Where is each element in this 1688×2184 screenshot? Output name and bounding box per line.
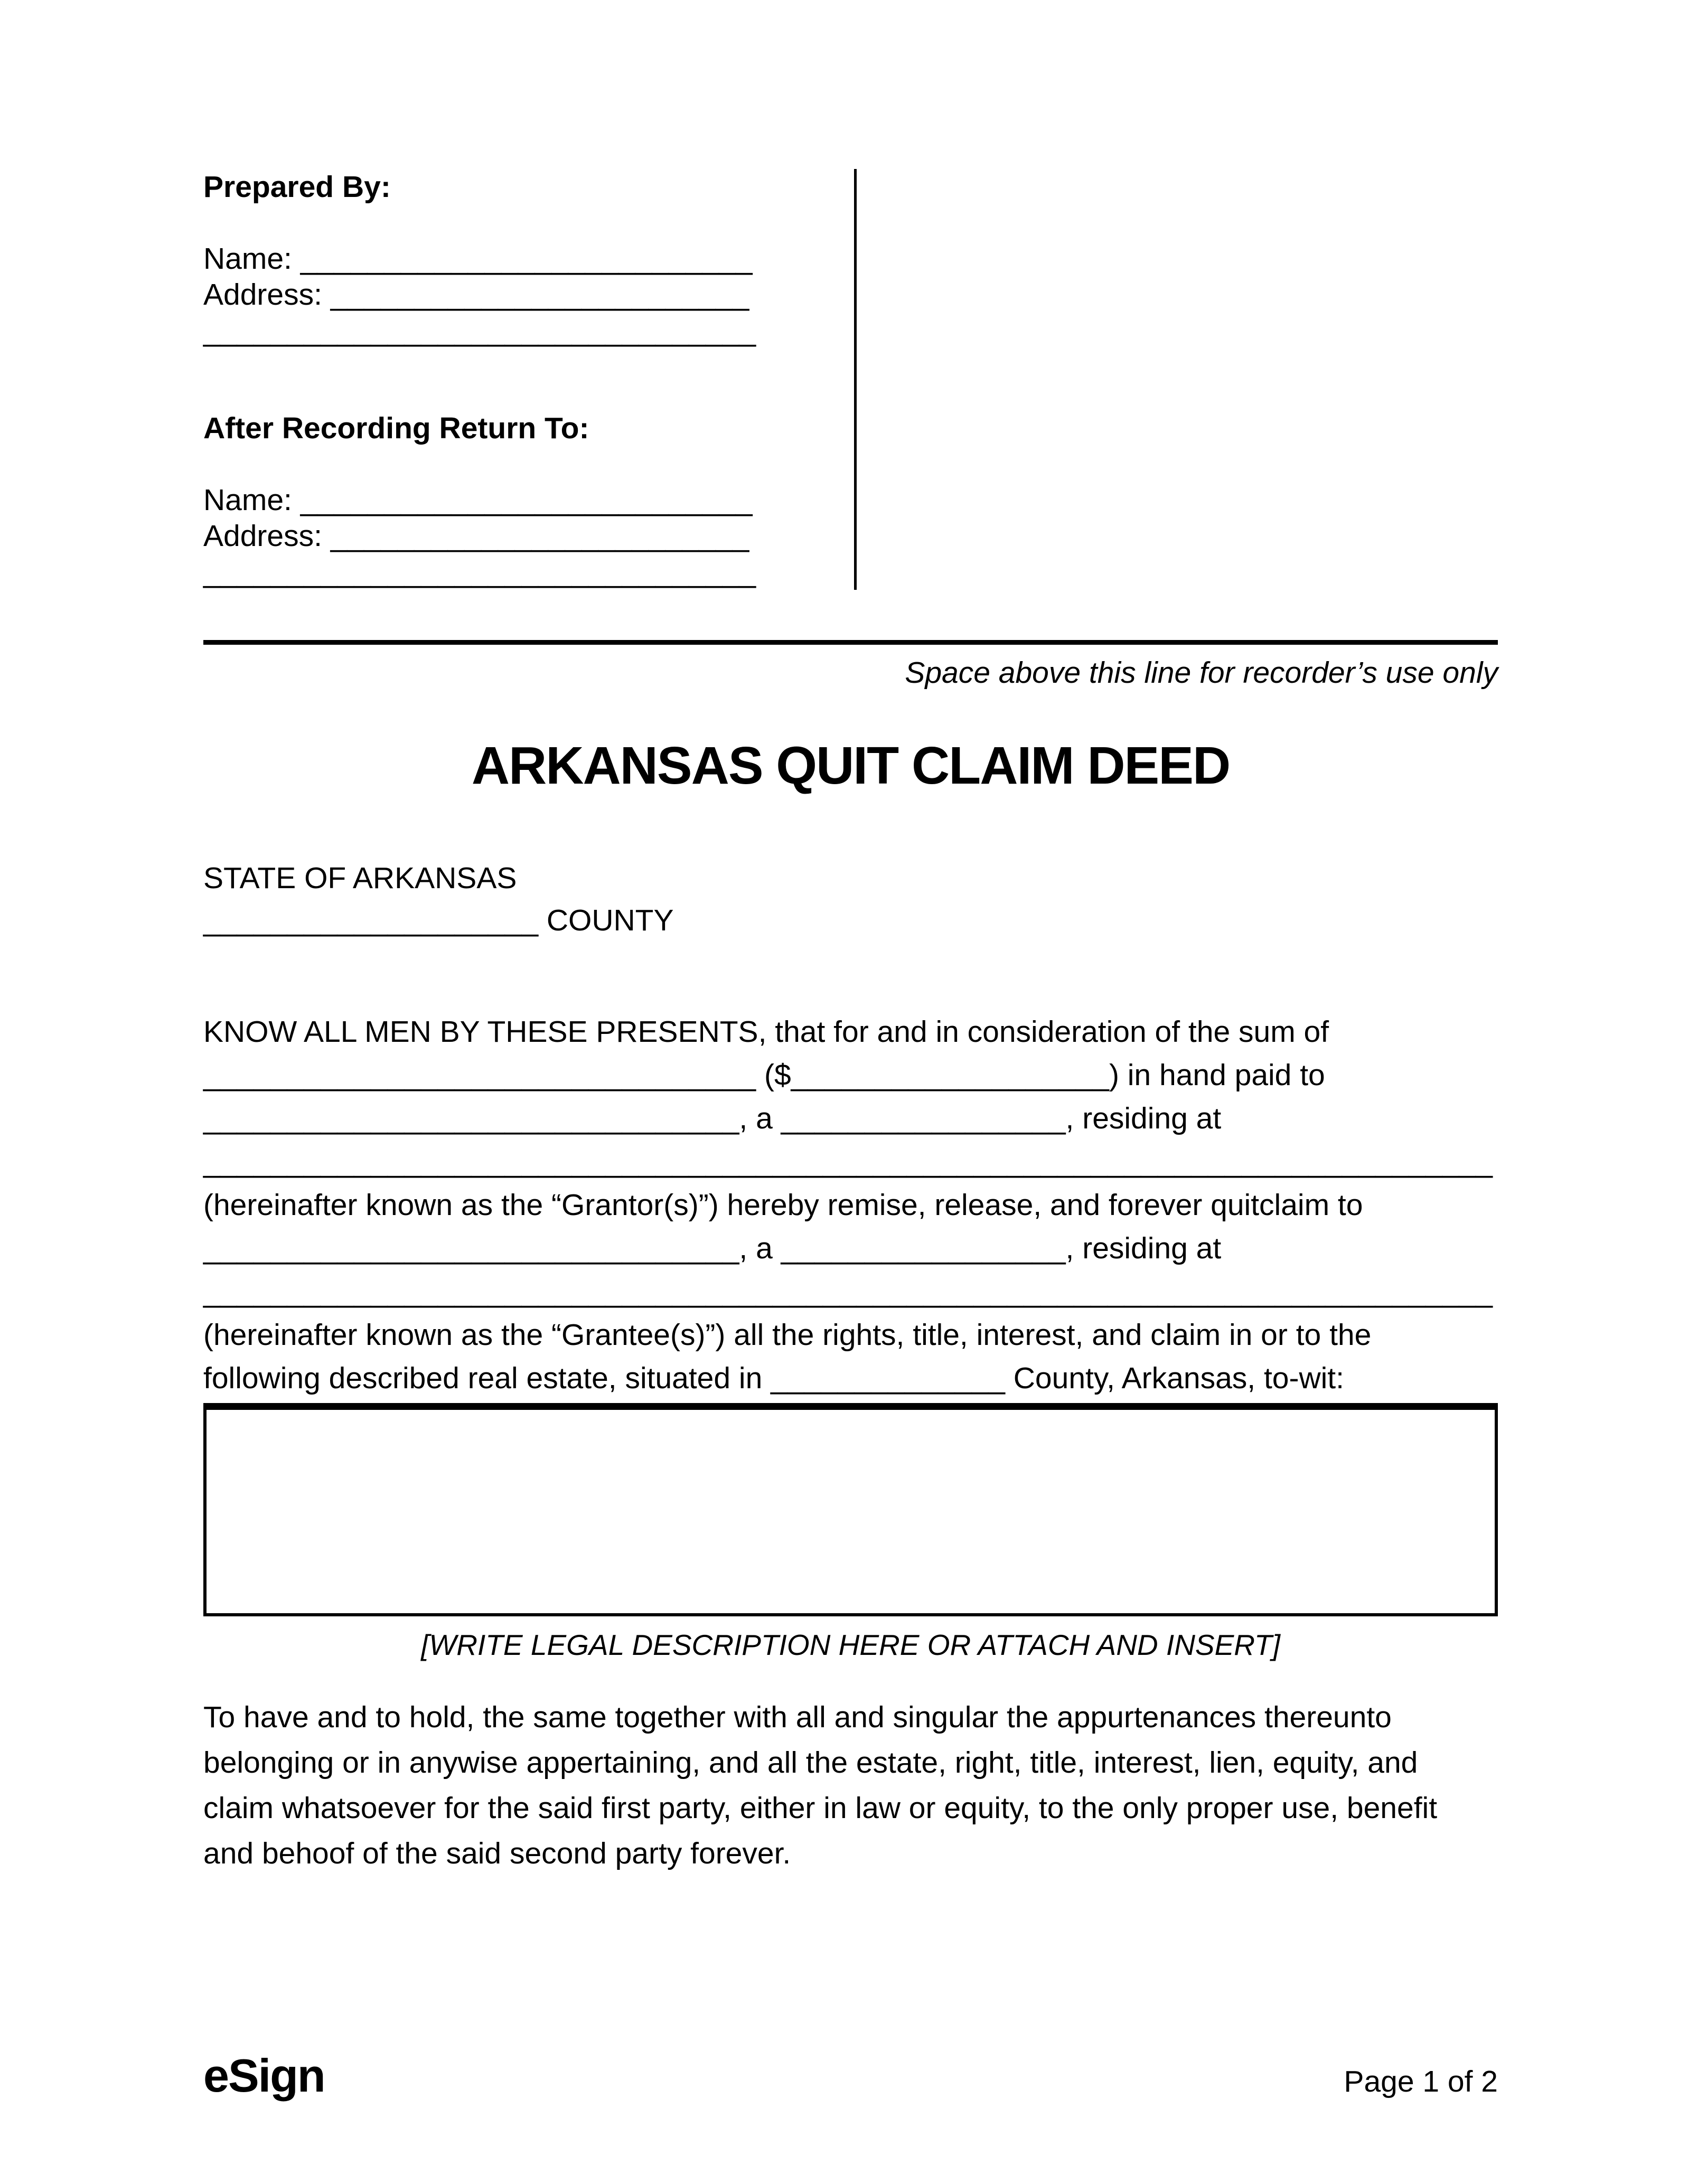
recorder-use-note: Space above this line for recorder’s use only: [905, 656, 1498, 690]
prepared-by-name-line: Name: ___________________________: [203, 242, 753, 276]
legal-description-box: [203, 1403, 1498, 1616]
habendum-clause: [203, 1695, 1498, 1876]
body-line-7: _____________________________________________________________________________: [203, 1275, 1493, 1308]
body-line-9: following described real estate, situated in ______________ County, Arkansas, to-wit:: [203, 1361, 1344, 1395]
habendum-line-4: and behoof of the said second party forever.: [203, 1837, 791, 1870]
spacer: [203, 349, 854, 410]
esign-logo: eSign: [203, 2049, 325, 2102]
recording-info-column: [203, 169, 854, 590]
recorder-header: [203, 169, 1498, 645]
document-title: ARKANSAS QUIT CLAIM DEED: [471, 736, 1230, 795]
prepared-by-address-line-2: _________________________________: [203, 314, 756, 347]
return-to-address-line-2: _________________________________: [203, 555, 756, 589]
spacer: [203, 205, 854, 241]
habendum-line-2: belonging or in anywise appertaining, and all the estate, right, title, interest, lien, equity, and: [203, 1746, 1418, 1780]
body-line-2: _________________________________ ($___________________) in hand paid to: [203, 1058, 1325, 1092]
state-line: STATE OF ARKANSAS: [203, 861, 517, 895]
page-footer: [203, 2049, 1498, 2103]
state-county-block: [203, 857, 1498, 942]
spacer: [203, 446, 854, 482]
page-number: Page 1 of 2: [1344, 2065, 1498, 2098]
body-line-4: _____________________________________________________________________________: [203, 1145, 1493, 1179]
body-line-3: ________________________________, a _________________, residing at: [203, 1102, 1222, 1135]
prepared-by-address-line: Address: _________________________: [203, 278, 749, 312]
prepared-by-heading: Prepared By:: [203, 170, 391, 204]
return-to-heading: After Recording Return To:: [203, 411, 589, 445]
habendum-line-3: claim whatsoever for the said first party, either in law or equity, to the only proper use, benefit: [203, 1791, 1438, 1825]
body-line-8: (hereinafter known as the “Grantee(s)”) all the rights, title, interest, and claim in or to the: [203, 1318, 1372, 1352]
legal-description-caption: [WRITE LEGAL DESCRIPTION HERE OR ATTACH AND INSERT]: [421, 1628, 1280, 1661]
body-line-5: (hereinafter known as the “Grantor(s)”) hereby remise, release, and forever quitclaim to: [203, 1188, 1363, 1222]
body-line-1: KNOW ALL MEN BY THESE PRESENTS, that for and in consideration of the sum of: [203, 1015, 1329, 1049]
body-line-6: ________________________________, a _________________, residing at: [203, 1231, 1222, 1265]
county-line: ____________________ COUNTY: [203, 903, 674, 937]
return-to-name-line: Name: ___________________________: [203, 483, 753, 517]
return-to-address-line: Address: _________________________: [203, 519, 749, 553]
habendum-line-1: To have and to hold, the same together with all and singular the appurtenances thereunto: [203, 1700, 1392, 1734]
recorder-use-area: [854, 169, 1498, 590]
granting-clause: [203, 1010, 1498, 1400]
